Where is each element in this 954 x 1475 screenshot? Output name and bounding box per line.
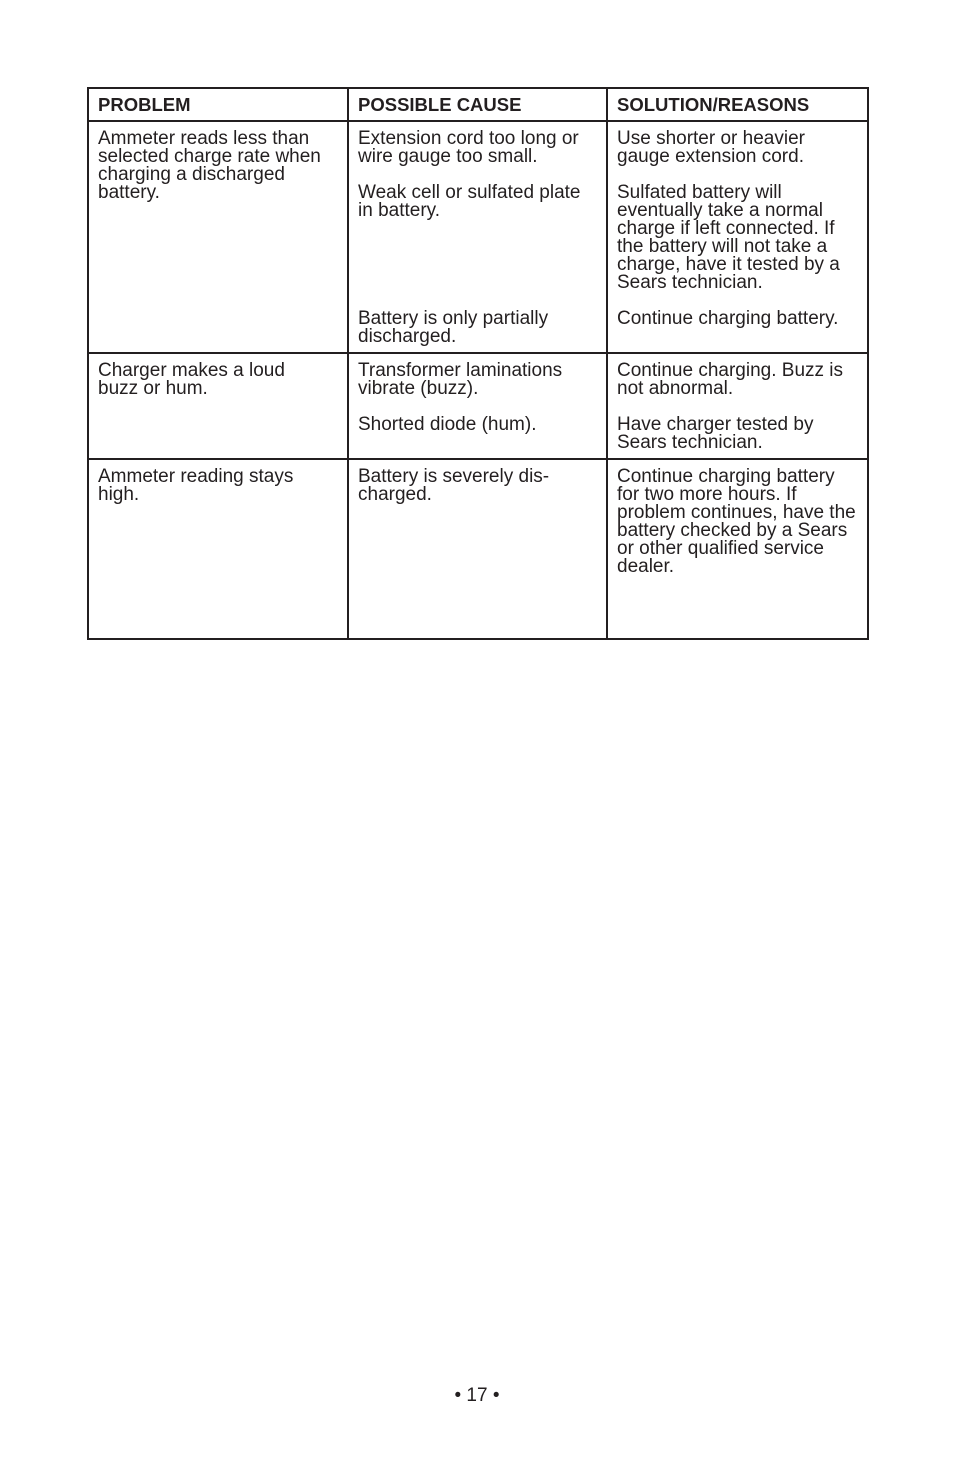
table-row bbox=[88, 459, 868, 639]
header-possible-cause: POSSIBLE CAUSE bbox=[348, 88, 607, 121]
solution-text: Continue charging battery. bbox=[617, 308, 839, 329]
header-solution-reasons: SOLUTION/REASONS bbox=[607, 88, 868, 121]
cause-text: Battery is only partially discharged. bbox=[358, 308, 549, 347]
cause-text: Shorted diode (hum). bbox=[358, 414, 537, 435]
problem-text: Charger makes a loud buzz or hum. bbox=[98, 360, 285, 399]
solution-text: Continue charging battery for two more hours. If problem continues, have the battery checked by a Sears or other qualified service dealer. bbox=[617, 466, 856, 577]
troubleshooting-table bbox=[87, 87, 869, 640]
problem-cell bbox=[88, 459, 348, 639]
cause-text: Battery is severely dis-charged. bbox=[358, 466, 550, 505]
table-header-row bbox=[88, 88, 868, 121]
cause-text: Weak cell or sulfated plate in battery. bbox=[358, 182, 581, 221]
page-number: • 17 • bbox=[454, 1385, 500, 1406]
cause-cell bbox=[348, 353, 607, 459]
solution-cell bbox=[607, 353, 868, 459]
cause-text: Transformer laminations vibrate (buzz). bbox=[358, 360, 563, 399]
problem-cell bbox=[88, 121, 348, 353]
problem-text: Ammeter reading stays high. bbox=[98, 466, 294, 505]
solution-text: Have charger tested by Sears technician. bbox=[617, 414, 814, 453]
cause-text: Extension cord too long or wire gauge too small. bbox=[358, 128, 579, 167]
table-row bbox=[88, 121, 868, 353]
solution-cell bbox=[607, 459, 868, 639]
cause-cell bbox=[348, 121, 607, 353]
cause-cell bbox=[348, 459, 607, 639]
table-row bbox=[88, 353, 868, 459]
solution-cell bbox=[607, 121, 868, 353]
solution-text: Sulfated battery will eventually take a normal charge if left connected. If the battery will not take a charge, have it tested by a Sears technician. bbox=[617, 182, 840, 293]
header-problem: PROBLEM bbox=[88, 88, 348, 121]
solution-text: Continue charging. Buzz is not abnormal. bbox=[617, 360, 844, 399]
problem-text: Ammeter reads less than selected charge rate when charging a discharged battery. bbox=[98, 128, 321, 203]
problem-cell bbox=[88, 353, 348, 459]
solution-text: Use shorter or heavier gauge extension cord. bbox=[617, 128, 805, 167]
